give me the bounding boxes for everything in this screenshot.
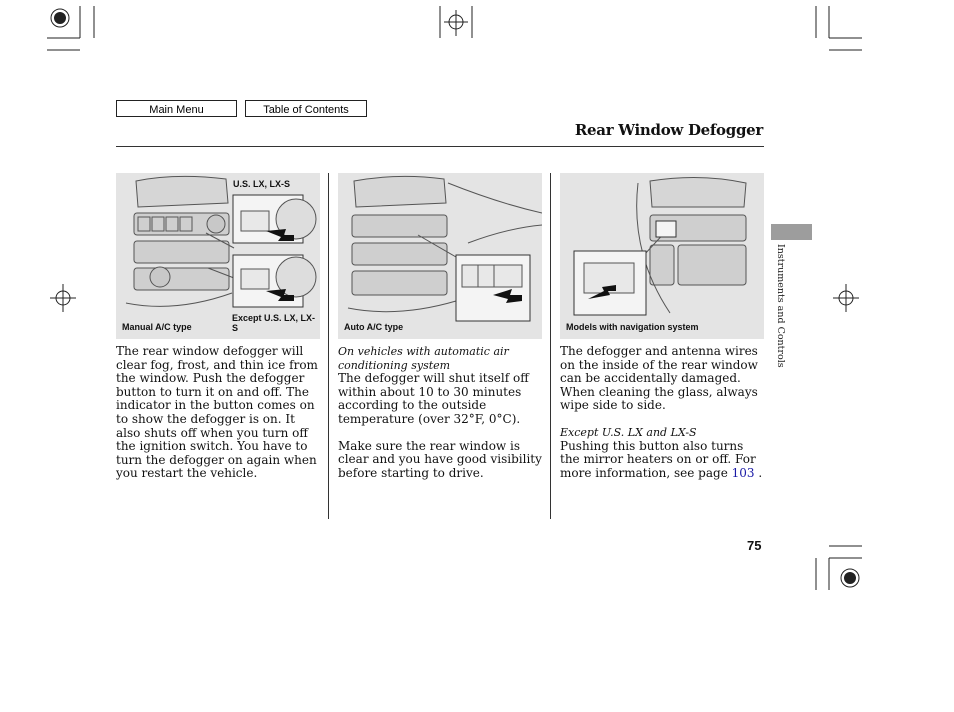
paragraph-text-end: . [754, 465, 763, 480]
column-2-text [338, 345, 544, 480]
figure-caption: Models with navigation system [566, 322, 699, 332]
paragraph: The defogger will shut itself off within about 10 to 30 minutes according to the outside temperature (over 32°F, 0°C). [338, 371, 529, 426]
page-link[interactable]: 103 [731, 465, 755, 480]
column-3-text [560, 345, 764, 480]
figure-auto-ac [338, 173, 542, 339]
subheading: Except U.S. LX and LX-S [560, 425, 697, 439]
page-number: 75 [747, 538, 762, 553]
label-except-us-lx: Except U.S. LX, LX-S [232, 313, 316, 333]
paragraph [560, 440, 764, 481]
column-divider [328, 173, 329, 519]
table-of-contents-button[interactable]: Table of Contents [245, 100, 367, 117]
navigation-illustration [560, 173, 764, 339]
column-divider [550, 173, 551, 519]
label-us-lx: U.S. LX, LX-S [233, 179, 291, 189]
subheading: On vehicles with automatic air conditioning system [338, 345, 509, 372]
title-rule [116, 146, 764, 147]
figure-navigation [560, 173, 764, 339]
section-tab [771, 224, 812, 240]
page-title: Rear Window Defogger [574, 121, 763, 139]
paragraph: The rear window defogger will clear fog, frost, and thin ice from the window. Push the defogger button to turn it on and off. The indicator in the button comes on to show the defogger is on. It also shuts off when you turn off the ignition switch. You have to turn the defogger on again when you restart the vehicle. [116, 344, 318, 481]
paragraph-text: Pushing this button also turns the mirror heaters on or off. For more information, see page [560, 438, 756, 480]
figure-caption: Auto A/C type [344, 322, 404, 332]
paragraph: Make sure the rear window is clear and you have good visibility before starting to drive. [338, 438, 542, 480]
auto-ac-illustration [338, 173, 542, 339]
figure-manual-ac [116, 173, 320, 339]
section-tab-label: Instruments and Controls [775, 244, 786, 368]
paragraph: The defogger and antenna wires on the inside of the rear window can be accidentally damaged. When cleaning the glass, always wipe side to side. [560, 344, 758, 413]
main-menu-button[interactable]: Main Menu [116, 100, 237, 117]
figure-caption: Manual A/C type [122, 322, 192, 332]
column-1-text [116, 345, 322, 481]
